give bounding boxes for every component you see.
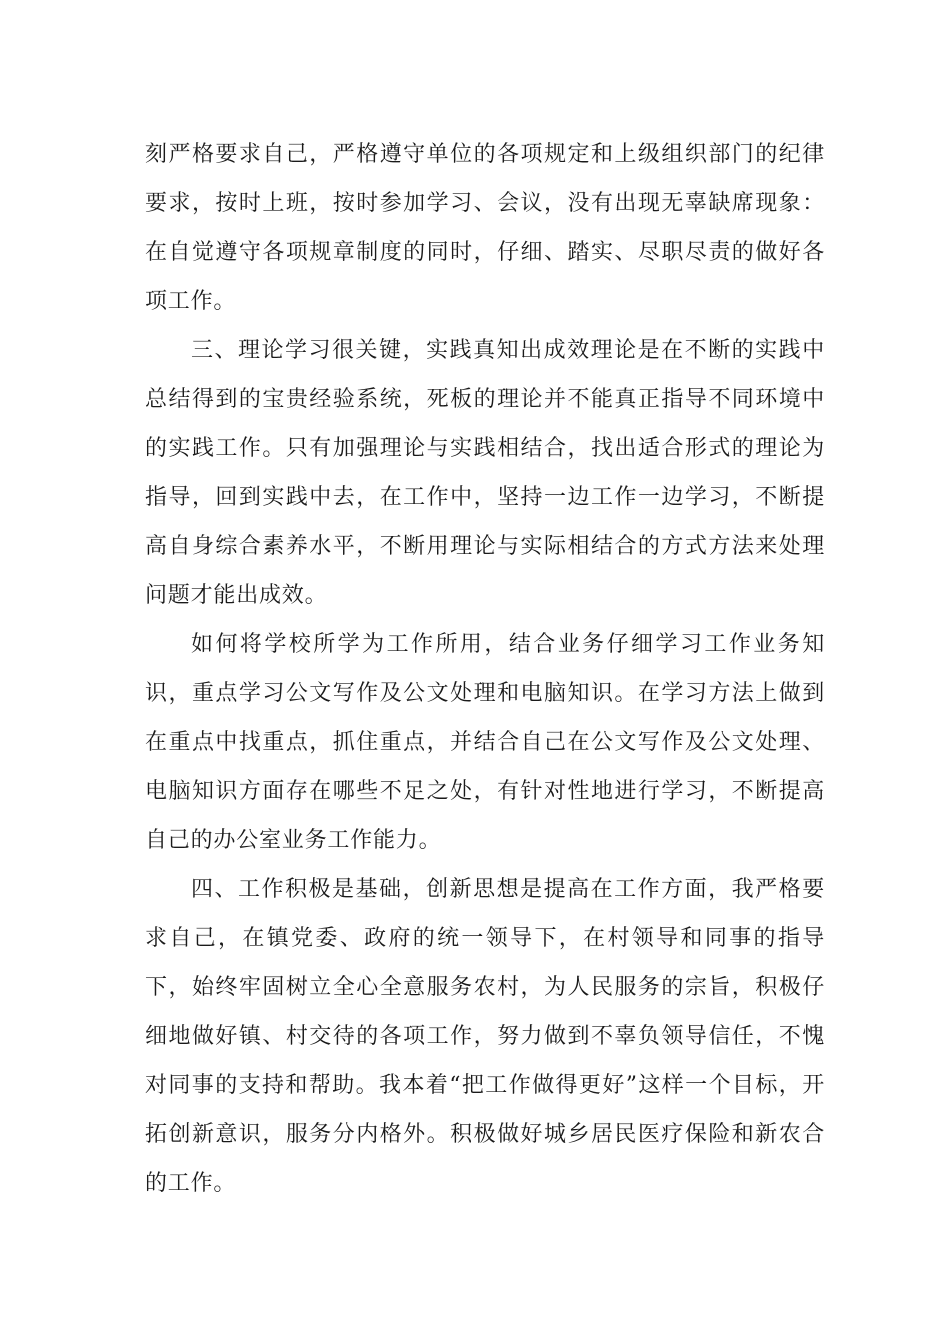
- paragraph-1: 刻严格要求自己，严格遵守单位的各项规定和上级组织部门的纪律要求，按时上班，按时参加学习、会议，没有出现无辜缺席现象：在自觉遵守各项规章制度的同时，仔细、踏实、尽职尽责的做好各项工作。: [145, 142, 825, 314]
- document-body: [145, 130, 825, 1208]
- paragraph-2: 三、理论学习很关键，实践真知出成效理论是在不断的实践中总结得到的宝贵经验系统，死板的理论并不能真正指导不同环境中的实践工作。只有加强理论与实践相结合，找出适合形式的理论为指导，回到实践中去，在工作中，坚持一边工作一边学习，不断提高自身综合素养水平，不断用理论与实际相结合的方式方法来处理问题才能出成效。: [145, 338, 825, 608]
- paragraph-3: 如何将学校所学为工作所用，结合业务仔细学习工作业务知识，重点学习公文写作及公文处理和电脑知识。在学习方法上做到在重点中找重点，抓住重点，并结合自己在公文写作及公文处理、电脑知识方面存在哪些不足之处，有针对性地进行学习，不断提高自己的办公室业务工作能力。: [145, 632, 825, 853]
- paragraph-4: 四、工作积极是基础，创新思想是提高在工作方面，我严格要求自己，在镇党委、政府的统一领导下，在村领导和同事的指导下，始终牢固树立全心全意服务农村，为人民服务的宗旨，积极仔细地做好镇、村交待的各项工作，努力做到不辜负领导信任，不愧对同事的支持和帮助。我本着“把工作做得更好”这样一个目标，开拓创新意识，服务分内格外。积极做好城乡居民医疗保险和新农合的工作。: [145, 877, 825, 1196]
